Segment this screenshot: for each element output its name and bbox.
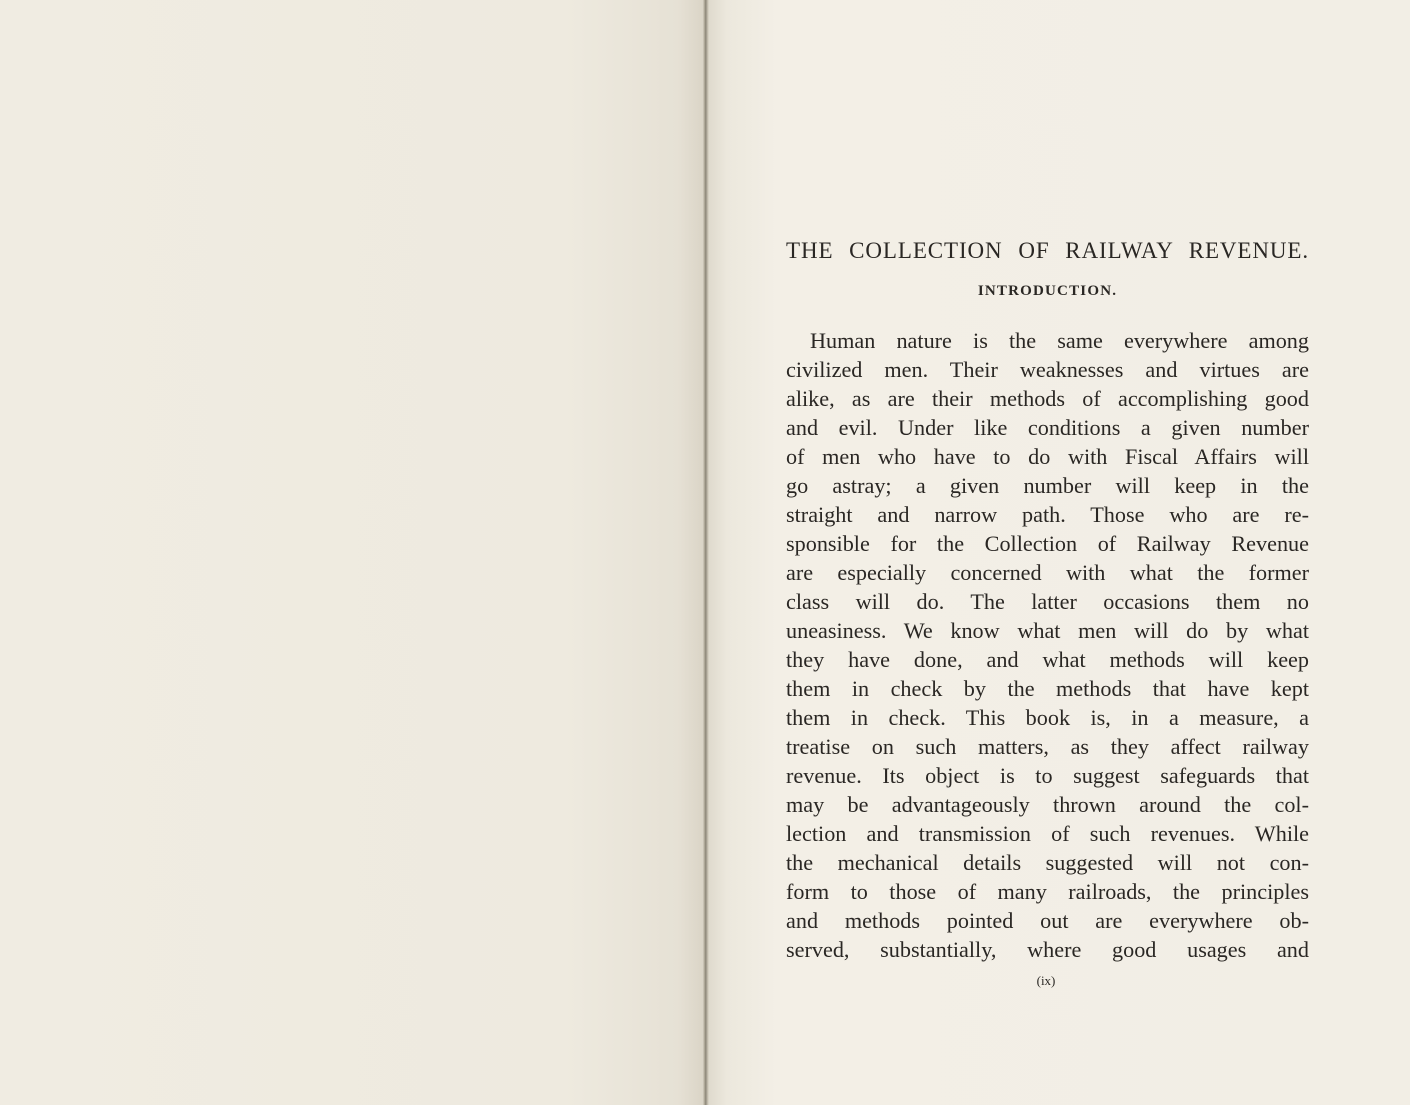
paragraph-line: go astray; a given number will keep in the (786, 473, 1309, 498)
introduction-paragraph (786, 326, 1309, 964)
paragraph-line: may be advantageously thrown around the col- (786, 792, 1309, 817)
paragraph-line: them in check by the methods that have kept (786, 676, 1309, 701)
paragraph-line: civilized men. Their weaknesses and virtues are (786, 357, 1309, 382)
paragraph-line: alike, as are their methods of accomplishing good (786, 386, 1309, 411)
book-title: THE COLLECTION OF RAILWAY REVENUE. (786, 238, 1309, 263)
paragraph-line: them in check. This book is, in a measure, a (786, 705, 1309, 730)
paragraph-line: revenue. Its object is to suggest safeguards that (786, 763, 1309, 788)
page-number: (ix) (1036, 973, 1056, 988)
paragraph-line: of men who have to do with Fiscal Affairs will (786, 444, 1309, 469)
paragraph-line: form to those of many railroads, the principles (786, 879, 1309, 904)
paragraph-line: lection and transmission of such revenues. While (786, 821, 1309, 846)
paragraph-line: straight and narrow path. Those who are re- (786, 502, 1309, 527)
paragraph-line: they have done, and what methods will keep (786, 647, 1309, 672)
section-heading: INTRODUCTION. (977, 283, 1118, 299)
paragraph-line: are especially concerned with what the former (786, 560, 1309, 585)
paragraph-line: the mechanical details suggested will not con- (786, 850, 1309, 875)
paragraph-line: served, substantially, where good usages and (786, 937, 1309, 962)
paragraph-line: and evil. Under like conditions a given number (786, 415, 1309, 440)
paragraph-line: treatise on such matters, as they affect railway (786, 734, 1309, 759)
paragraph-line: class will do. The latter occasions them no (786, 589, 1309, 614)
paragraph-line: Human nature is the same everywhere among (810, 328, 1309, 353)
book-gutter (703, 0, 709, 1105)
right-page-text-block (786, 232, 1309, 964)
paragraph-line: sponsible for the Collection of Railway Revenue (786, 531, 1309, 556)
paragraph-line: uneasiness. We know what men will do by what (786, 618, 1309, 643)
paragraph-line: and methods pointed out are everywhere ob- (786, 908, 1309, 933)
